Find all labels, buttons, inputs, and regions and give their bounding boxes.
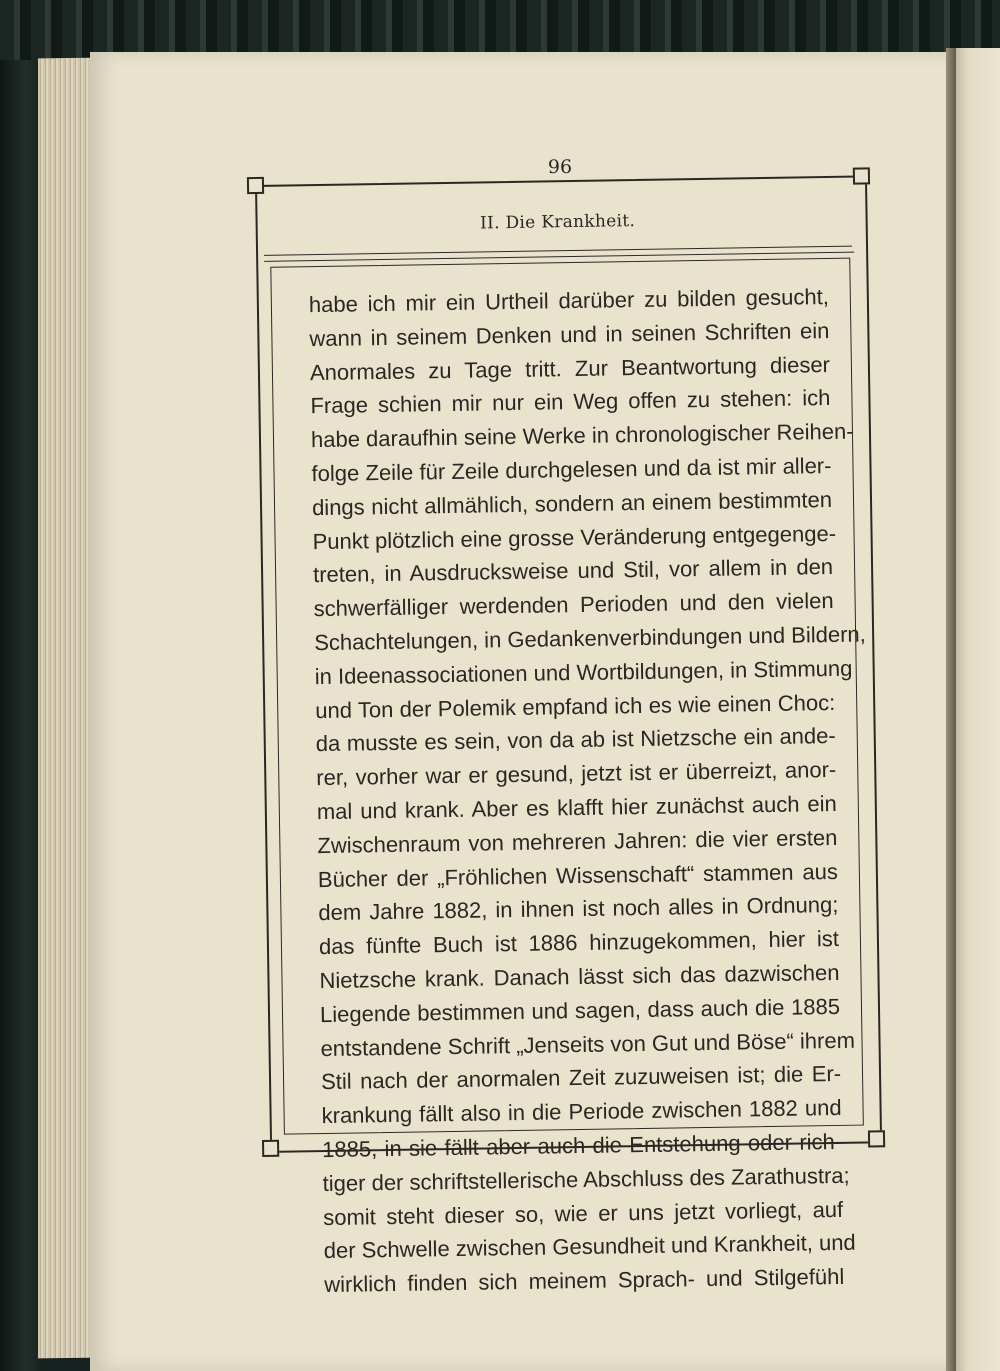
text-line: 1885, in sie fällt aber auch die Entstehung oder rich-	[321, 1128, 843, 1162]
text-line: mal und krank. Aber es klafft hier zunächst auch ein	[316, 790, 837, 825]
corner-ornament-bottom-left	[262, 1140, 279, 1157]
text-line: habe ich mir ein Urtheil darüber zu bilden gesucht,	[308, 284, 830, 318]
book-gutter	[946, 48, 956, 1371]
book-cover-left	[0, 0, 42, 1371]
text-line: da musste es sein, von da ab ist Nietzsche ein ande-	[315, 723, 836, 757]
text-line: schwerfälliger werdenden Perioden und den vielen	[313, 588, 834, 622]
text-line: wirklich finden sich meinem Sprach- und Stilgefühl	[324, 1263, 845, 1298]
text-line: Anormales zu Tage tritt. Zur Beantwortung dieser	[309, 351, 831, 385]
book-cover-top-edge	[0, 0, 1000, 60]
page-number: 96	[547, 156, 573, 178]
text-line: dem Jahre 1882, in ihnen ist noch alles in Ordnung;	[318, 892, 839, 926]
text-line: folge Zeile für Zeile durchgelesen und da ist mir aller-	[311, 452, 832, 487]
facing-page	[955, 48, 1000, 1371]
text-line: das fünfte Buch ist 1886 hinzugekommen, hier ist	[318, 926, 840, 960]
text-line: entstandene Schrift „Jenseits von Gut und Böse“ ihrem	[320, 1027, 856, 1061]
text-line: dings nicht allmählich, sondern an einem bestimmten	[311, 486, 833, 520]
corner-ornament-top-right	[853, 167, 870, 184]
text-line: und Ton der Polemik empfand ich es wie einen Choc:	[315, 689, 836, 723]
text-line: Zwischenraum von mehreren Jahren: die vier ersten	[317, 824, 838, 858]
text-line: habe daraufhin seine Werke in chronologischer Reihen-	[310, 418, 854, 453]
text-line: in Ideenassociationen und Wortbildungen, in Stimmung	[314, 655, 853, 689]
corner-ornament-top-left	[247, 177, 264, 194]
text-line: Bücher der „Fröhlichen Wissenschaft“ stammen aus	[317, 858, 839, 892]
text-line: Nietzsche krank. Danach lässt sich das dazwischen	[319, 959, 840, 994]
corner-ornament-bottom-right	[868, 1130, 885, 1147]
text-line: treten, in Ausdrucksweise und Stil, vor allem in den	[312, 554, 834, 588]
text-line: somit steht dieser so, wie er uns jetzt vorliegt, auf	[323, 1196, 844, 1230]
text-line: Schachtelungen, in Gedankenverbindungen und Bildern,	[313, 621, 866, 656]
text-line: rer, vorher war er gesund, jetzt ist er überreizt, anor-	[316, 757, 837, 791]
text-line: Stil nach der anormalen Zeit zuzuweisen ist; die Er-	[320, 1061, 842, 1095]
text-line: Liegende bestimmen und sagen, dass auch die 1885	[319, 993, 841, 1027]
body-text	[308, 280, 866, 1302]
text-line: tiger der schriftstellerische Abschluss des Zarathustra;	[322, 1162, 850, 1196]
ornamental-frame	[255, 175, 900, 1298]
text-line: krankung fällt also in die Periode zwischen 1882 und	[321, 1095, 842, 1129]
text-line: Punkt plötzlich eine grosse Veränderung entgegenge-	[312, 520, 837, 554]
chapter-title: II. Die Krankheit.	[479, 211, 636, 234]
text-line: wann in seinem Denken und in seinen Schriften ein	[309, 317, 830, 351]
text-line: Frage schien mir nur ein Weg offen zu stehen: ich	[310, 385, 831, 419]
text-line: der Schwelle zwischen Gesundheit und Krankheit, und	[323, 1230, 856, 1264]
